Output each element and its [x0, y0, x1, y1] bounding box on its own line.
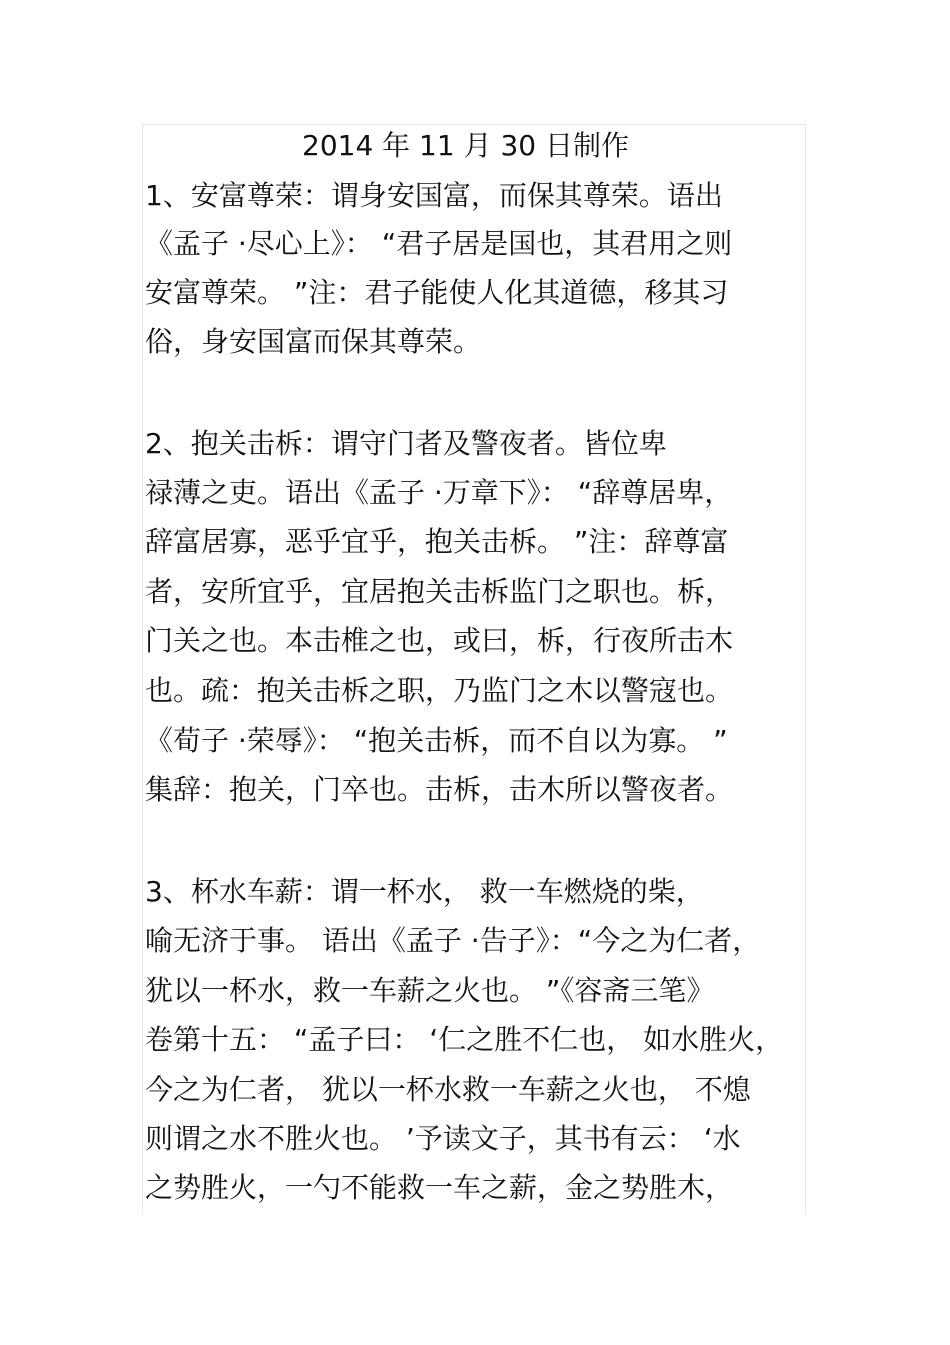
paragraph-2-line-8: 集辞：抱关，门卒也。击柝，击木所以警夜者。: [145, 773, 734, 806]
paragraph-1-line-1: 1、安富尊荣：谓身安国富，而保其尊荣。语出: [145, 179, 723, 212]
paragraph-3-line-6: 则谓之水不胜火也。 ’予读文子，其书有云： ‘水: [145, 1122, 741, 1155]
paragraph-3-line-2: 喻无济于事。 语出《孟子 ·告子》：“今之为仁者，: [145, 924, 761, 957]
paragraph-2-line-3: 辞富居寡，恶乎宜乎，抱关击柝。 ”注：辞尊富: [145, 525, 729, 558]
paragraph-1-line-4: 俗，身安国富而保其尊荣。: [145, 325, 482, 358]
paragraph-2-line-6: 也。疏：抱关击柝之职，乃监门之木以警寇也。: [145, 674, 734, 707]
paragraph-1-line-3: 安富尊荣。 ”注：君子能使人化其道德，移其习: [145, 276, 729, 309]
paragraph-3-line-4: 卷第十五： “孟子曰： ‘仁之胜不仁也， 如水胜火，: [145, 1023, 784, 1056]
paragraph-2-line-7: 《荀子 ·荣辱》： “抱关击柝，而不自以为寡。 ”: [145, 724, 728, 757]
paragraph-2-line-4: 者，安所宜乎，宜居抱关击柝监门之职也。柝，: [145, 575, 734, 608]
paragraph-2-line-1: 2、抱关击柝：谓守门者及警夜者。皆位卑: [145, 427, 667, 460]
paragraph-2-line-2: 禄薄之吏。语出《孟子 ·万章下》： “辞尊居卑，: [145, 476, 733, 509]
paragraph-1-line-2: 《孟子 ·尽心上》： “君子居是国也，其君用之则: [145, 227, 733, 260]
paragraph-3-line-1: 3、杯水车薪：谓一杯水， 救一车燃烧的柴，: [145, 875, 704, 908]
paragraph-3-line-5: 今之为仁者， 犹以一杯水救一车薪之火也， 不熄: [145, 1073, 751, 1106]
paragraph-3-line-3: 犹以一杯水，救一车薪之火也。 ”《容斋三笔》: [145, 974, 715, 1007]
paragraph-2-line-5: 门关之也。本击椎之也，或曰，柝，行夜所击木: [145, 624, 734, 657]
paragraph-3-line-7: 之势胜火，一勺不能救一车之薪，金之势胜木，: [145, 1171, 734, 1204]
document-title: 2014 年 11 月 30 日制作: [302, 129, 630, 162]
